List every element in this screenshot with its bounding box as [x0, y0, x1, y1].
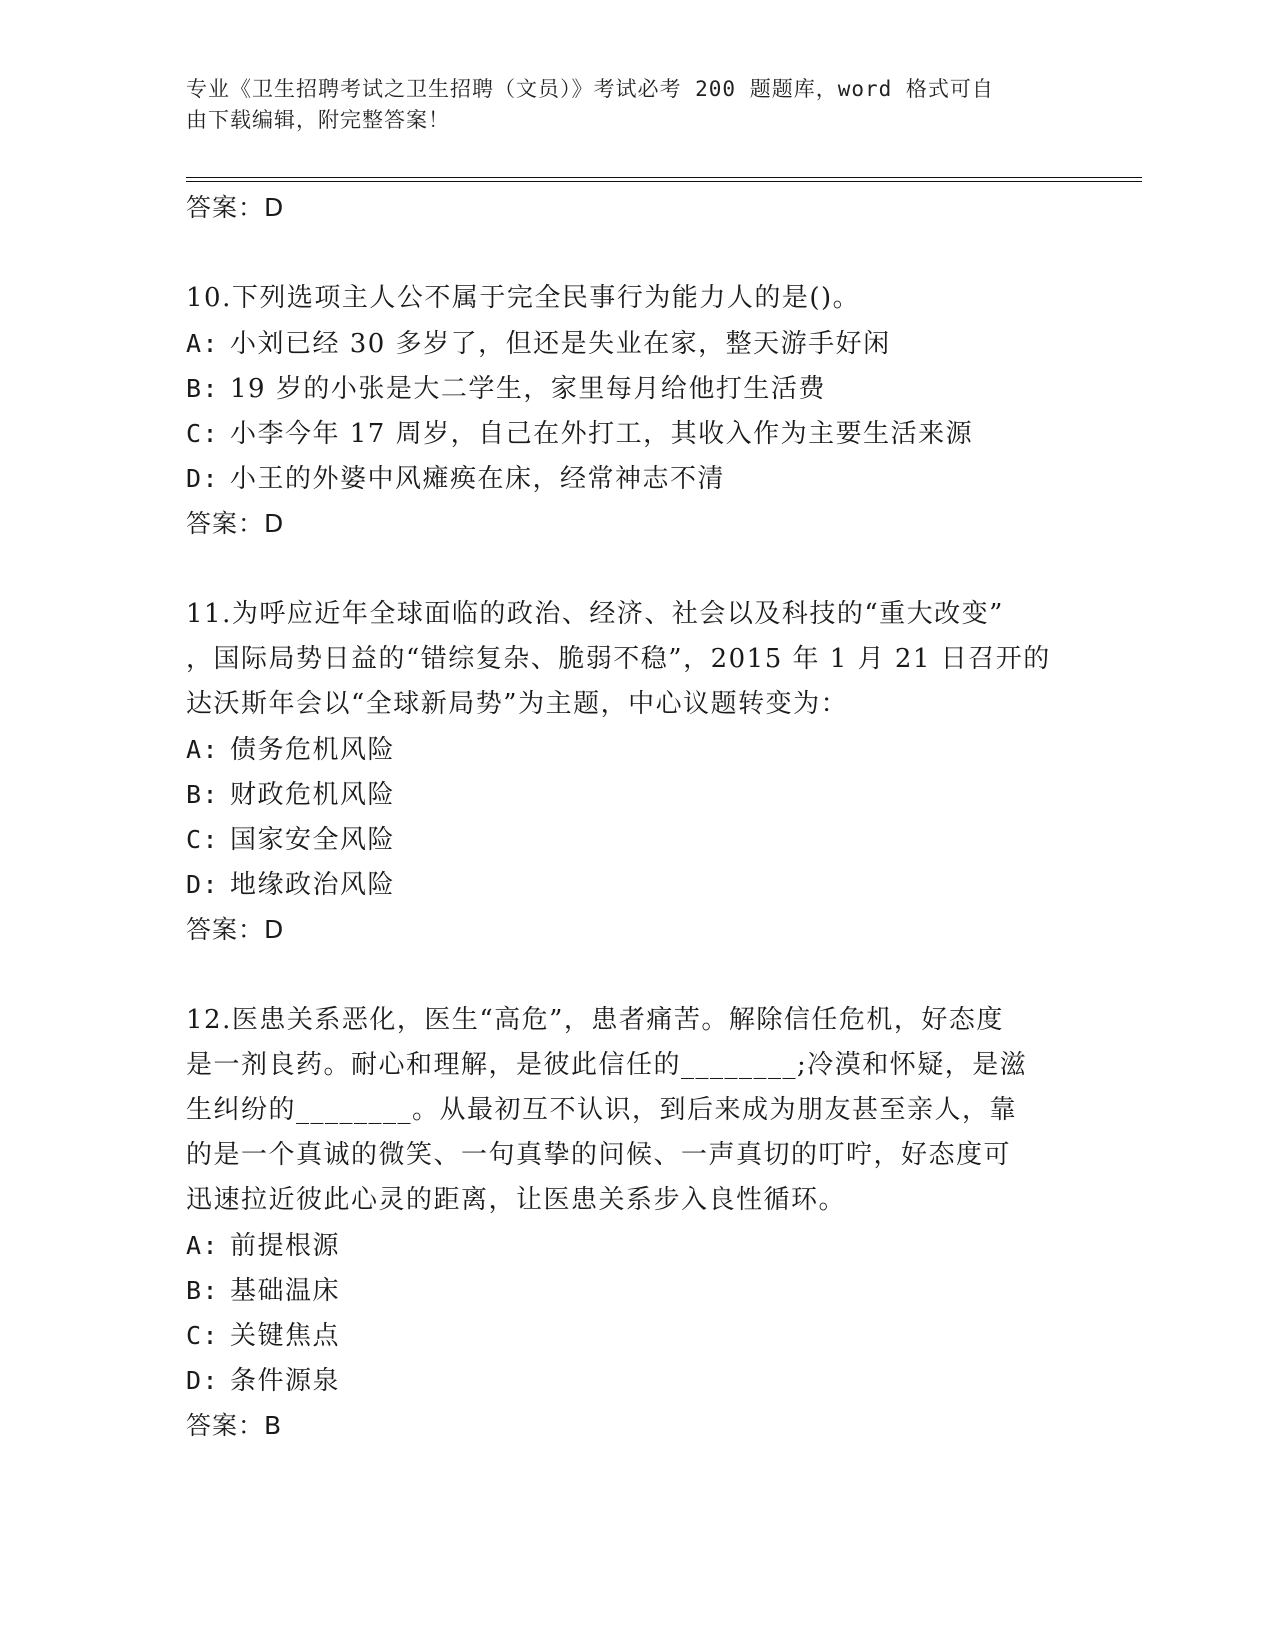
- option-text: 债务危机风险: [230, 735, 396, 765]
- question-10: [186, 276, 1086, 546]
- option-c: [186, 411, 1086, 456]
- question-stem-line: 达沃斯年会以“全球新局势”为主题，中心议题转变为：: [186, 689, 849, 719]
- option-b: [186, 1268, 1086, 1313]
- question-11: [186, 592, 1086, 952]
- question-stem-line: 迅速拉近彼此心灵的距离，让医患关系步入良性循环。: [186, 1185, 847, 1215]
- spacer: [186, 546, 1086, 592]
- spacer: [186, 230, 1086, 276]
- answer-line: 答案：B: [186, 1411, 283, 1440]
- previous-answer: 答案：D: [186, 193, 285, 222]
- option-label: D:: [186, 1366, 220, 1395]
- answer-line: 答案：D: [186, 915, 285, 944]
- option-text: 前提根源: [230, 1231, 341, 1261]
- option-a: [186, 727, 1086, 772]
- option-d: [186, 862, 1086, 907]
- document-header: [186, 74, 1066, 136]
- option-b: [186, 772, 1086, 817]
- option-text: 国家安全风险: [230, 825, 396, 855]
- option-label: D:: [186, 464, 220, 493]
- option-text: 基础温床: [230, 1276, 341, 1306]
- header-rule-thin: [186, 177, 1142, 178]
- option-text: 小刘已经 30 多岁了，但还是失业在家，整天游手好闲: [230, 329, 891, 359]
- question-stem-line: 是一剂良药。耐心和理解，是彼此信任的________;冷漠和怀疑，是滋: [186, 1050, 1028, 1080]
- option-d: [186, 1358, 1086, 1403]
- option-text: 小李今年 17 周岁，自己在外打工，其收入作为主要生活来源: [230, 419, 974, 449]
- option-label: C:: [186, 419, 220, 448]
- spacer: [186, 952, 1086, 998]
- option-text: 条件源泉: [230, 1366, 341, 1396]
- answer-line: 答案：D: [186, 509, 285, 538]
- option-b: [186, 366, 1086, 411]
- option-label: A:: [186, 329, 220, 358]
- option-label: C:: [186, 1321, 220, 1350]
- option-label: A:: [186, 1231, 220, 1260]
- option-text: 关键焦点: [230, 1321, 341, 1351]
- option-label: B:: [186, 1276, 220, 1305]
- option-c: [186, 817, 1086, 862]
- question-stem-line: 的是一个真诚的微笑、一句真挚的问候、一声真切的叮咛，好态度可: [186, 1140, 1012, 1170]
- header-line-1: 专业《卫生招聘考试之卫生招聘（文员）》考试必考 200 题题库，word 格式可自: [186, 77, 994, 101]
- option-label: C:: [186, 825, 220, 854]
- option-label: D:: [186, 870, 220, 899]
- option-label: B:: [186, 374, 220, 403]
- question-stem-line: ，国际局势日益的“错综复杂、脆弱不稳”，2015 年 1 月 21 日召开的: [186, 644, 1051, 674]
- question-12: [186, 998, 1086, 1448]
- option-a: [186, 1223, 1086, 1268]
- question-stem-line: 生纠纷的________。从最初互不认识，到后来成为朋友甚至亲人，靠: [186, 1095, 1018, 1125]
- option-text: 小王的外婆中风瘫痪在床，经常神志不清: [230, 464, 726, 494]
- option-text: 财政危机风险: [230, 780, 396, 810]
- option-label: A:: [186, 735, 220, 764]
- option-label: B:: [186, 780, 220, 809]
- option-text: 地缘政治风险: [230, 870, 396, 900]
- question-stem-line: 11.为呼应近年全球面临的政治、经济、社会以及科技的“重大改变”: [186, 599, 1004, 629]
- header-rule-thick: [186, 181, 1142, 182]
- question-stem-line: 12.医患关系恶化，医生“高危”，患者痛苦。解除信任危机，好态度: [186, 1005, 1004, 1035]
- question-stem-line: 10.下列选项主人公不属于完全民事行为能力人的是()。: [186, 283, 861, 313]
- option-c: [186, 1313, 1086, 1358]
- header-line-2: 由下载编辑，附完整答案！: [186, 108, 450, 132]
- option-d: [186, 456, 1086, 501]
- option-a: [186, 321, 1086, 366]
- document-body: [186, 185, 1086, 1448]
- option-text: 19 岁的小张是大二学生，家里每月给他打生活费: [230, 374, 826, 404]
